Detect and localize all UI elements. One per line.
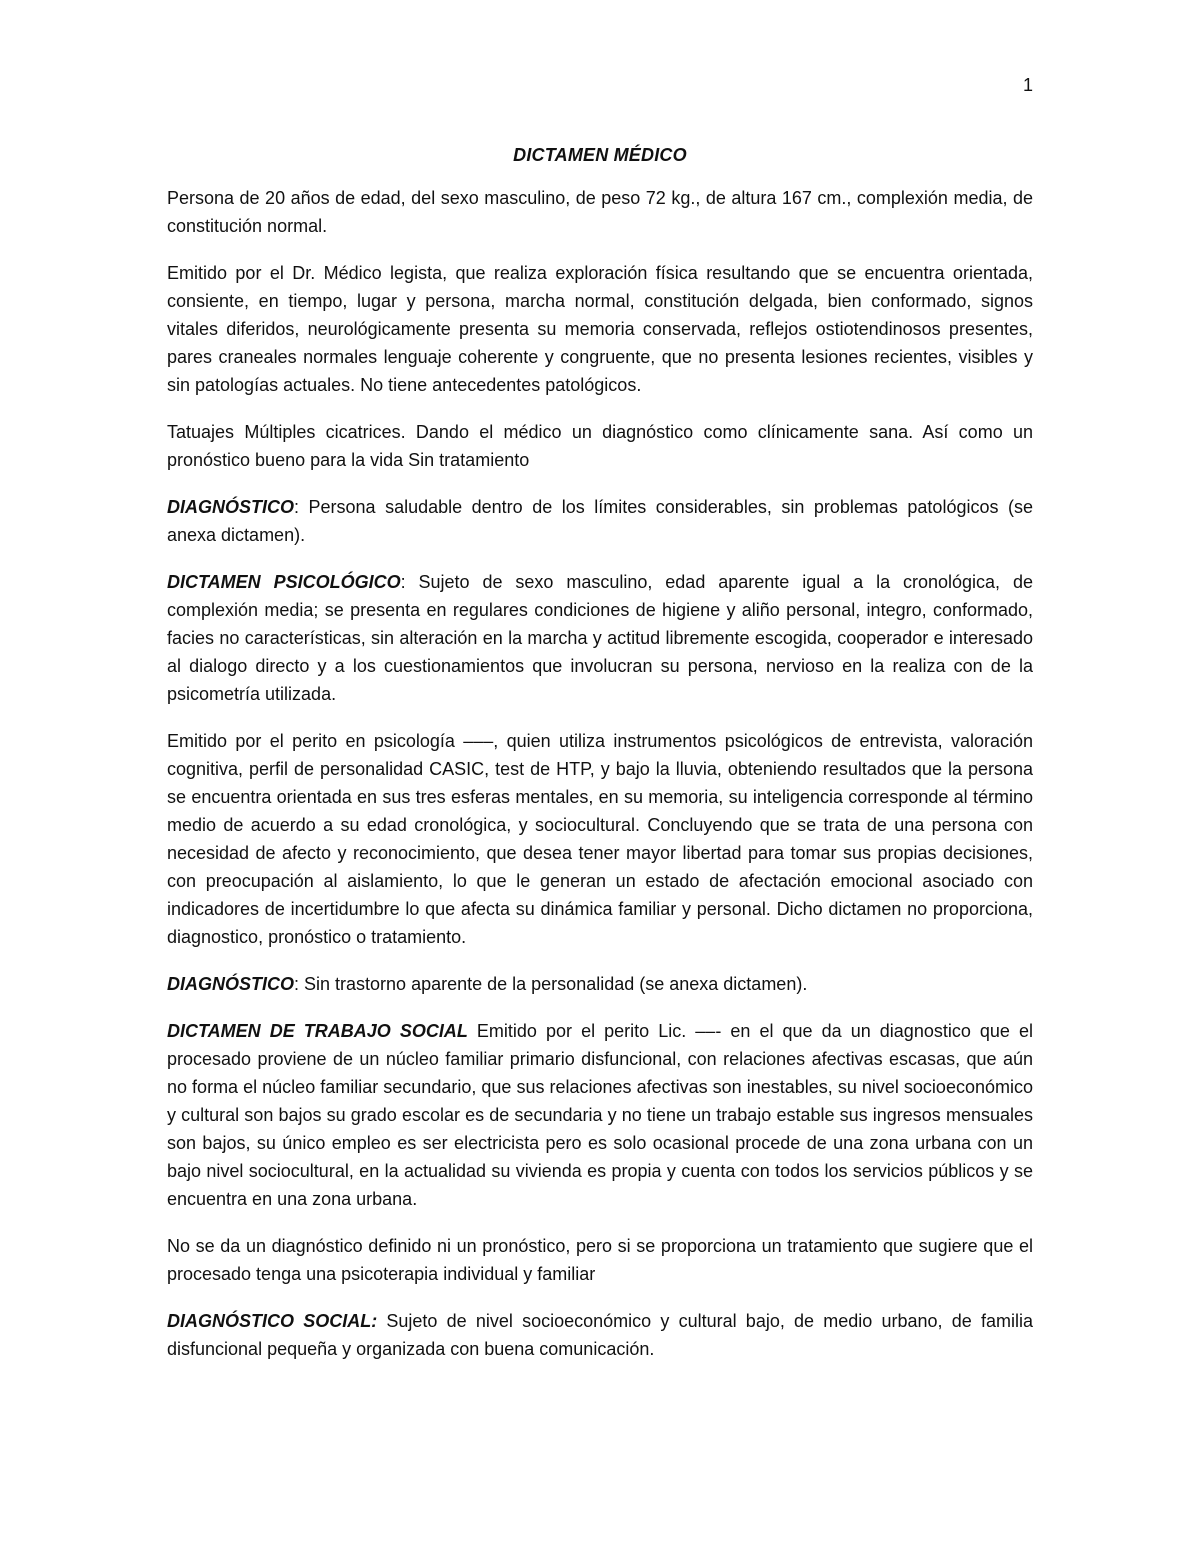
- paragraph-psychological-diagnosis: [167, 970, 1033, 998]
- section-label: DIAGNÓSTICO SOCIAL:: [167, 1311, 378, 1331]
- paragraph-text: Emitido por el perito Lic. ––- en el que da un diagnostico que el procesado proviene de un núcleo familiar primario disfuncional, con relaciones afectivas escasas, que aún no forma el núcleo familiar secundario, que sus relaciones afectivas son inestables, su nivel socioeconómico y cultural son bajos su grado escolar es de secundaria y no tiene un trabajo estable sus ingresos mensuales son bajos, su único empleo es ser electricista pero es solo ocasional procede de una zona urbana con un bajo nivel sociocultural, en la actualidad su vivienda es propia y cuenta con todos los servicios públicos y se encuentra en una zona urbana.: [167, 1021, 1034, 1209]
- document-title: DICTAMEN MÉDICO: [513, 145, 687, 165]
- paragraph-physical-description: [167, 184, 1033, 240]
- paragraph-medical-exam: [167, 259, 1033, 399]
- section-label: DIAGNÓSTICO: [167, 974, 295, 994]
- section-label: DICTAMEN PSICOLÓGICO: [167, 572, 401, 592]
- paragraph-social-work-report: [167, 1017, 1033, 1213]
- section-label: DIAGNÓSTICO: [167, 497, 295, 517]
- paragraph-psychology-expert: [167, 727, 1033, 951]
- paragraph-text: : Sin trastorno aparente de la personalidad (se anexa dictamen).: [294, 974, 808, 994]
- paragraph-psychological-report: [167, 568, 1033, 708]
- paragraph-text: Emitido por el perito en psicología –––, quien utiliza instrumentos psicológicos de entrevista, valoración cognitiva, perfil de personalidad CASIC, test de HTP, y bajo la lluvia, obteniendo resultados que la persona se encuentra orientada en sus tres esferas mentales, en su memoria, su inteligencia corresponde al término medio de acuerdo a su edad cronológica, y sociocultural. Concluyendo que se trata de una persona con necesidad de afecto y reconocimiento, que desea tener mayor libertad para tomar sus propias decisiones, con preocupación al aislamiento, lo que le generan un estado de afectación emocional asociado con indicadores de incertidumbre lo que afecta su dinámica familiar y personal. Dicho dictamen no proporciona, diagnostico, pronóstico o tratamiento.: [167, 731, 1033, 947]
- document-body: [167, 184, 1033, 1382]
- paragraph-text: Sujeto de nivel socioeconómico y cultural bajo, de medio urbano, de familia disfuncional pequeña y organizada con buena comunicación.: [167, 1311, 1033, 1359]
- page-number: 1: [1022, 75, 1033, 95]
- paragraph-text: : Persona saludable dentro de los límites considerables, sin problemas patológicos (se anexa dictamen).: [167, 497, 1033, 545]
- paragraph-medical-prognosis: [167, 418, 1033, 474]
- paragraph-text: : Sujeto de sexo masculino, edad aparente igual a la cronológica, de complexión media; se presenta en regulares condiciones de higiene y aliño personal, integro, conformado, facies no características, sin alteración en la marcha y actitud libremente escogida, cooperador e interesado al dialogo directo y a los cuestionamientos que involucran su persona, nervioso en la realiza con de la psicometría utilizada.: [167, 572, 1033, 704]
- paragraph-social-diagnosis: [167, 1307, 1033, 1363]
- paragraph-social-treatment: [167, 1232, 1033, 1288]
- paragraph-text: No se da un diagnóstico definido ni un pronóstico, pero si se proporciona un tratamiento que sugiere que el procesado tenga una psicoterapia individual y familiar: [167, 1236, 1033, 1284]
- paragraph-text: Emitido por el Dr. Médico legista, que realiza exploración física resultando que se encuentra orientada, consiente, en tiempo, lugar y persona, marcha normal, constitución delgada, bien conformado, signos vitales diferidos, neurológicamente presenta su memoria conservada, reflejos ostiotendinosos presentes, pares craneales normales lenguaje coherente y congruente, que no presenta lesiones recientes, visibles y sin patologías actuales. No tiene antecedentes patológicos.: [167, 263, 1033, 395]
- paragraph-medical-diagnosis: [167, 493, 1033, 549]
- paragraph-text: Tatuajes Múltiples cicatrices. Dando el médico un diagnóstico como clínicamente sana. Así como un pronóstico bueno para la vida Sin tratamiento: [167, 422, 1033, 470]
- section-label: DICTAMEN DE TRABAJO SOCIAL: [167, 1021, 468, 1041]
- paragraph-text: Persona de 20 años de edad, del sexo masculino, de peso 72 kg., de altura 167 cm., complexión media, de constitución normal.: [167, 188, 1033, 236]
